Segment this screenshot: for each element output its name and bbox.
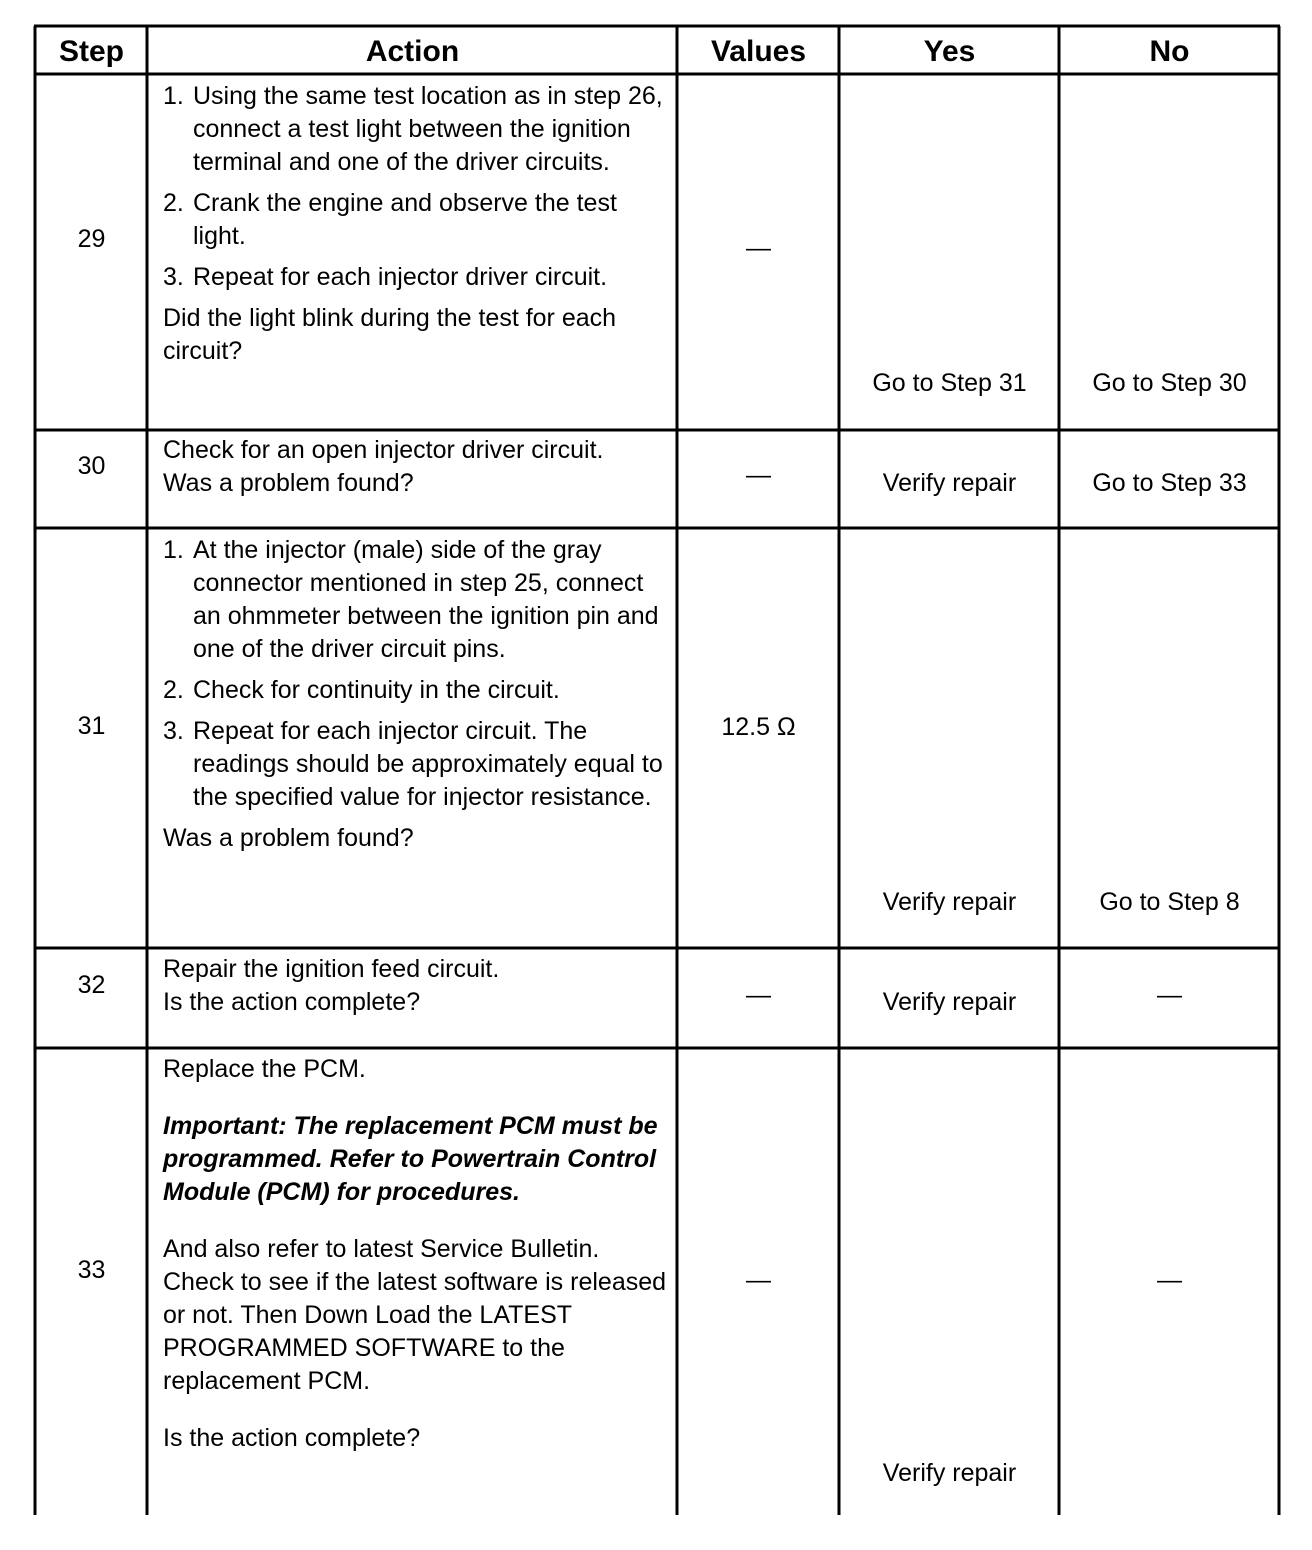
header-values: Values — [710, 35, 807, 68]
step-number: 32 — [77, 971, 106, 999]
action-question: Was a problem found? — [163, 469, 414, 497]
list-item: 3. Repeat for each injector driver circuit. — [163, 263, 608, 291]
service-bulletin-note: And also refer to latest Service Bulletin. Check to see if the latest software is released or not. Then Down Load the LATEST PROGRAMMED SOFTWARE to the replacement PCM. — [163, 1235, 667, 1395]
action-text: Replace the PCM. — [163, 1055, 366, 1083]
value-dash: — — [746, 1266, 771, 1294]
value-resistance: 12.5 Ω — [721, 713, 796, 741]
header-no: No — [1149, 35, 1190, 68]
action-cell — [163, 80, 668, 368]
action-steps — [163, 80, 668, 294]
no-result: — — [1157, 981, 1182, 1009]
yes-result: Verify repair — [882, 469, 1017, 497]
action-text: Repair the ignition feed circuit. — [163, 955, 500, 983]
header-step: Step — [58, 35, 124, 68]
step-number: 33 — [77, 1256, 106, 1284]
action-question: Is the action complete? — [163, 1424, 421, 1452]
yes-result: Verify repair — [882, 888, 1017, 916]
list-item: 2. Check for continuity in the circuit. — [163, 676, 560, 704]
action-text: Check for an open injector driver circuit. — [163, 436, 604, 464]
value-dash: — — [746, 234, 771, 262]
action-question: Was a problem found? — [163, 824, 414, 852]
yes-result: Go to Step 31 — [872, 369, 1027, 397]
action-steps — [163, 534, 668, 814]
list-item: 1. At the injector (male) side of the gray connector mentioned in step 25, connect an ohmmeter between the ignition pin and one of the driver circuit pins. — [163, 536, 659, 663]
value-dash: — — [746, 981, 771, 1009]
header-action: Action — [365, 35, 460, 68]
yes-result: Verify repair — [882, 1459, 1017, 1487]
no-result: — — [1157, 1266, 1182, 1294]
list-item: 3. Repeat for each injector circuit. The readings should be approximately equal to the specified value for injector resistance. — [163, 717, 663, 811]
step-number: 31 — [77, 712, 106, 740]
list-item: 2. Crank the engine and observe the test light. — [163, 189, 617, 250]
yes-result: Verify repair — [882, 988, 1017, 1016]
action-cell — [163, 953, 668, 1019]
step-number: 30 — [77, 452, 106, 480]
step-number: 29 — [77, 225, 106, 253]
header-yes: Yes — [923, 35, 976, 68]
action-cell — [163, 1053, 668, 1455]
action-cell — [163, 534, 668, 855]
action-question: Is the action complete? — [163, 988, 421, 1016]
action-question: Did the light blink during the test for each circuit? — [163, 304, 617, 365]
important-note: Important: The replacement PCM must be programmed. Refer to Powertrain Control Module (PCM) for procedures. — [163, 1112, 658, 1206]
no-result: Go to Step 33 — [1092, 469, 1247, 497]
action-cell — [163, 434, 668, 500]
no-result: Go to Step 8 — [1099, 888, 1240, 916]
no-result: Go to Step 30 — [1092, 369, 1247, 397]
list-item: 1. Using the same test location as in step 26, connect a test light between the ignition terminal and one of the driver circuits. — [163, 82, 663, 176]
value-dash: — — [746, 461, 771, 489]
